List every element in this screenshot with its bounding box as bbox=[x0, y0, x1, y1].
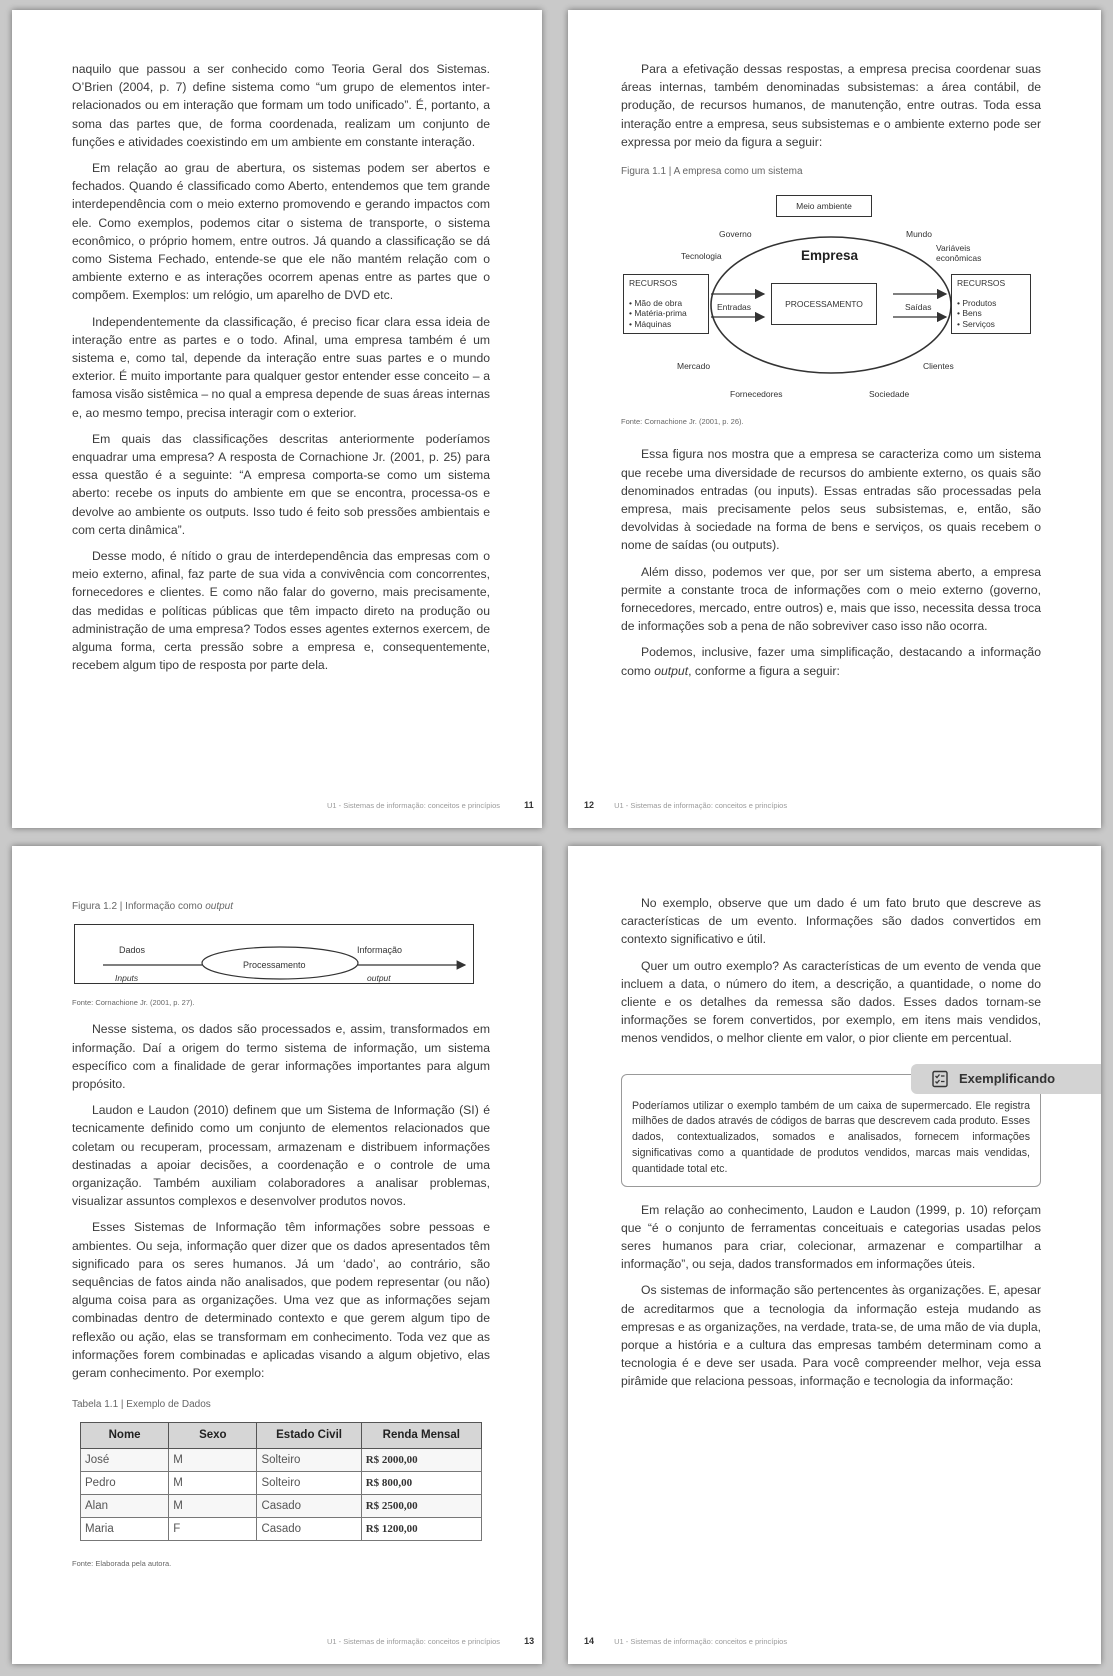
variaveis-line: Variáveis bbox=[936, 243, 971, 254]
paragraph: No exemplo, observe que um dado é um fato bruto que descreve as características de um evento. Informações são dados convertidos em contexto significativo e útil. bbox=[621, 896, 1041, 947]
table-cell: M bbox=[169, 1471, 257, 1494]
recursos-title: RECURSOS bbox=[957, 278, 1006, 289]
table-header: Nome bbox=[81, 1423, 169, 1448]
paragraph: Em quais das classificações descritas anteriormente poderíamos enquadrar uma empresa? A resposta de Cornachione Jr. (2001, p. 25) para essa questão é a seguinte: “A empresa comporta-se como um sistema aberto: recebe os inputs do ambiente em que se encontra, processa-os e devolve ao ambiente os outputs. Isso tudo é feito sob pressões ambientais e com certa dinâmica”. bbox=[72, 431, 490, 537]
paragraph: Em relação ao grau de abertura, os sistemas podem ser abertos e fechados. Quando é classificado como Aberto, entendemos que tem grande interdependência com o meio externo promovendo e gerando impactos com ele. Como exemplos, podemos citar o sistema de transporte, o sistema econômico, o próprio homem, entre outros. Já quando a classificação se dá como Sistema Fechado, entende-se que ele não mantém relação com o ambiente externo e as interações ocorrem apenas entre as partes que o compõem. Exemplos: um relógio, um aparelho de DVD etc. bbox=[72, 161, 490, 303]
table-cell: R$ 1200,00 bbox=[361, 1518, 481, 1541]
table-row bbox=[81, 1448, 482, 1471]
recursos-entrada-box bbox=[623, 274, 709, 334]
table-cell: Solteiro bbox=[257, 1471, 361, 1494]
table-header: Estado Civil bbox=[257, 1423, 361, 1448]
table-cell: R$ 2500,00 bbox=[361, 1495, 481, 1518]
recursos-title: RECURSOS bbox=[629, 278, 678, 289]
sociedade-label: Sociedade bbox=[869, 389, 910, 400]
checklist-icon bbox=[931, 1070, 949, 1088]
table-cell: R$ 800,00 bbox=[361, 1471, 481, 1494]
dados-label: Dados bbox=[119, 945, 146, 956]
figure-caption: Figura 1.1 | A empresa como um sistema bbox=[621, 166, 803, 178]
page-footer bbox=[327, 800, 534, 810]
table-cell: Casado bbox=[257, 1495, 361, 1518]
page-14-body bbox=[621, 894, 1056, 1399]
figure-source: Fonte: Cornachione Jr. (2001, p. 26). bbox=[621, 417, 744, 427]
footer-text: U1 - Sistemas de informação: conceitos e princípios bbox=[327, 801, 500, 810]
paragraph: Laudon e Laudon (2010) definem que um Sistema de Informação (SI) é tecnicamente definido como um conjunto de elementos relacionados que coletam ou recuperam, processam, armazenam e distribuem informações destinadas a apoiar decisões, a coordenação e o controle de uma organização. Também auxiliam colaboradores a analisar problemas, visualizar assuntos complexos e desenvolver produtos novos. bbox=[72, 1103, 490, 1209]
page-number: 11 bbox=[524, 800, 534, 810]
paragraph: Além disso, podemos ver que, por ser um sistema aberto, a empresa permite a constante troca de informações com o meio externo (governo, fornecedores, mercado, entre outros) e, mais que isso, necessita dessa troca de informações sob a pena de não sobreviver caso isso não ocorra. bbox=[621, 564, 1041, 634]
table-cell: R$ 2000,00 bbox=[361, 1448, 481, 1471]
mundo-label: Mundo bbox=[906, 229, 932, 240]
table-cell: Pedro bbox=[81, 1471, 169, 1494]
variaveis-line: econômicas bbox=[936, 253, 982, 264]
variaveis-label bbox=[936, 243, 981, 263]
table-cell: Alan bbox=[81, 1495, 169, 1518]
page-number: 12 bbox=[584, 800, 595, 810]
paragraph: Os sistemas de informação são pertencentes às organizações. E, apesar de acreditarmos que a tecnologia da informação esteja mudando as empresas e as organizações, na verdade, trata-se, de uma mão de via dupla, porque a história e a cultura das empresas também determinam como a tecnologia é e deve ser usada. Para você compreender melhor, veja essa pirâmide que relaciona pessoas, informação e tecnologia da informação: bbox=[621, 1283, 1041, 1389]
saidas-label: Saídas bbox=[905, 302, 932, 313]
page-12-body bbox=[621, 60, 1041, 688]
page-14 bbox=[568, 846, 1101, 1664]
footer-text: U1 - Sistemas de informação: conceitos e princípios bbox=[614, 1637, 788, 1646]
entradas-label: Entradas bbox=[717, 302, 752, 313]
table-cell: Maria bbox=[81, 1518, 169, 1541]
table-cell: M bbox=[169, 1495, 257, 1518]
table-row bbox=[81, 1471, 482, 1494]
figure-source: Fonte: Cornachione Jr. (2001, p. 27). bbox=[72, 998, 195, 1008]
exemplificando-content: Poderíamos utilizar o exemplo também de um caixa de supermercado. Ele registra milhões de dados através de códigos de barras que descrevem cada produto. Esses dados, contextualizados, somados e analisados, fornecem informações significativas como a quantidade de produtos vendidos, marcas mais vendidas, quantidade total etc. bbox=[621, 1074, 1041, 1187]
tecnologia-label: Tecnologia bbox=[681, 251, 722, 262]
paragraph-text: Podemos, inclusive, fazer uma simplificação, destacando a informação como bbox=[621, 645, 1041, 678]
output-label: output bbox=[367, 973, 391, 984]
paragraph-text: , conforme a figura a seguir: bbox=[688, 663, 840, 678]
table-cell: José bbox=[81, 1448, 169, 1471]
clientes-label: Clientes bbox=[923, 361, 954, 372]
page-11-body bbox=[72, 60, 490, 683]
meio-ambiente-box: Meio ambiente bbox=[776, 195, 872, 217]
page-number: 14 bbox=[584, 1636, 595, 1646]
processamento-label: Processamento bbox=[243, 960, 306, 971]
paragraph: Independentemente da classificação, é preciso ficar clara essa ideia de interação entre as partes e o todo. Afinal, uma empresa também é um sistema e, como tal, depende da interação entre suas partes e o mundo exterior. É muito importante para qualquer gestor entender esse conceito – a famosa visão sistêmica – no qual a empresa depende de suas áreas internas e, ao mesmo tempo, precisa interagir com o exterior. bbox=[72, 314, 491, 420]
table-header: Sexo bbox=[169, 1423, 257, 1448]
figure-caption-text: Figura 1.2 | Informação como bbox=[72, 901, 206, 912]
footer-text: U1 - Sistemas de informação: conceitos e princípios bbox=[327, 1637, 500, 1646]
table-header-row bbox=[81, 1423, 482, 1448]
paragraph: Quer um outro exemplo? As características de um evento de venda que incluem a data, o número do item, a descrição, a quantidade, o nome do cliente e os detalhes da remessa são dados. Esses dados tornam-se informações se forem convertidos, por exemplo, em itens mais vendidos, menos vendidos, o melhor cliente em valor, o pior cliente em percentual. bbox=[621, 958, 1041, 1046]
recurso-item: • Mão de obra bbox=[629, 297, 683, 308]
figure-caption bbox=[72, 898, 490, 916]
mercado-label: Mercado bbox=[677, 361, 711, 372]
paragraph-italic: output bbox=[654, 663, 689, 678]
page-footer bbox=[584, 800, 787, 810]
page-footer bbox=[327, 1636, 534, 1646]
table-cell: F bbox=[169, 1518, 257, 1541]
inputs-label: Inputs bbox=[115, 973, 139, 984]
recursos-saida-box bbox=[951, 274, 1031, 334]
page-12 bbox=[568, 10, 1101, 828]
table-row bbox=[81, 1495, 482, 1518]
exemplificando-title: Exemplificando bbox=[959, 1070, 1056, 1086]
figure-caption-italic: output bbox=[205, 901, 234, 912]
page-footer bbox=[584, 1636, 787, 1646]
recurso-item: • Serviços bbox=[957, 318, 995, 329]
paragraph: Desse modo, é nítido o grau de interdependência das empresas com o meio externo, afinal, faz parte de sua vida a convivência com concorrentes, fornecedores e clientes. E como não falar do governo, mais precisamente, das medidas e políticas públicas que têm impacto direto na produção ou administração de uma empresa? Todos esses agentes externos exercem, de alguma forma, certa pressão sobre a empresa e, consequentemente, recebem algum tipo de resposta por parte dela. bbox=[72, 549, 490, 673]
footer-text: U1 - Sistemas de informação: conceitos e princípios bbox=[614, 801, 788, 810]
table-cell: Solteiro bbox=[257, 1448, 361, 1471]
page-11 bbox=[12, 10, 542, 828]
recurso-item: • Máquinas bbox=[629, 318, 672, 329]
governo-label: Governo bbox=[719, 229, 752, 240]
recurso-item: • Matéria-prima bbox=[629, 308, 687, 319]
exemplificando-tab bbox=[911, 1064, 1101, 1094]
informacao-label: Informação bbox=[357, 945, 403, 956]
paragraph: Nesse sistema, os dados são processados e, assim, transformados em informação. Daí a origem do termo sistema de informação, um sistema específico com a finalidade de gerar informações importantes para algum propósito. bbox=[72, 1022, 490, 1092]
page-13 bbox=[12, 846, 542, 1664]
paragraph bbox=[621, 643, 1041, 679]
exemplificando-box bbox=[621, 1070, 1056, 1187]
table-header: Renda Mensal bbox=[361, 1423, 481, 1448]
processamento-box: PROCESSAMENTO bbox=[771, 283, 877, 325]
paragraph: naquilo que passou a ser conhecido como Teoria Geral dos Sistemas. O’Brien (2004, p. 7) define sistema como “um grupo de elementos inter-relacionados ou em interação que formam um todo unificado”. É, portanto, a soma das partes que, de forma coordenada, realizam um conjunto de funções e atividades coexistindo em um ambiente em constante interação. bbox=[72, 62, 490, 149]
table-row bbox=[81, 1518, 482, 1541]
table-cell: M bbox=[169, 1448, 257, 1471]
informacao-output-diagram bbox=[74, 924, 474, 984]
page-number: 13 bbox=[524, 1636, 535, 1646]
page-13-body bbox=[72, 894, 490, 1582]
empresa-sistema-diagram bbox=[621, 187, 1041, 417]
table-source: Fonte: Elaborada pela autora. bbox=[72, 1559, 172, 1569]
recurso-item: • Bens bbox=[957, 308, 982, 319]
table-cell: Casado bbox=[257, 1518, 361, 1541]
paragraph: Essa figura nos mostra que a empresa se caracteriza como um sistema que recebe uma diversidade de recursos do ambiente externo, os quais são denominados entradas (ou inputs). Essas entradas são processadas pela empresa, mais precisamente pelos seus subsistemas, e, então, são devolvidas à sociedade na forma de bens e serviços, os quais recebem o nome de saídas (ou outputs). bbox=[621, 447, 1041, 553]
empresa-label: Empresa bbox=[801, 248, 859, 264]
paragraph: Em relação ao conhecimento, Laudon e Laudon (1999, p. 10) reforçam que “é o conjunto de ferramentas conceituais e categorias usadas pelos seres humanos para criar, colecionar, armazenar e compartilhar a informação”, ou seja, dados transformados em informações úteis. bbox=[621, 1202, 1041, 1272]
fornecedores-label: Fornecedores bbox=[730, 389, 783, 400]
exemplo-dados-table bbox=[80, 1422, 482, 1541]
recurso-item: • Produtos bbox=[957, 297, 997, 308]
paragraph: Para a efetivação dessas respostas, a empresa precisa coordenar suas áreas internas, também denominadas subsistemas: a área contábil, de produção, de recursos humanos, de manutenção, entre outras. Toda essa interação entre a empresa, seus subsistemas e o ambiente externo pode ser expressa por meio da figura a seguir: bbox=[621, 62, 1041, 149]
paragraph: Esses Sistemas de Informação têm informações sobre pessoas e ambientes. Ou seja, informação quer dizer que os dados apresentados têm significado para os seres humanos. Já um ‘dado’, ao contrário, são sequências de fatos ainda não analisados, que podem representar (ou não) alguma coisa para as organizações. Uma vez que as informações sejam combinadas dentro de determinado contexto e que gerem algum tipo de reflexão ou ação, elas se transformam em conhecimento. Toda vez que as informações forem combinadas e aplicadas visando a algum objetivo, elas geram conhecimento. Por exemplo: bbox=[72, 1220, 490, 1381]
table-caption: Tabela 1.1 | Exemplo de Dados bbox=[72, 1399, 211, 1411]
